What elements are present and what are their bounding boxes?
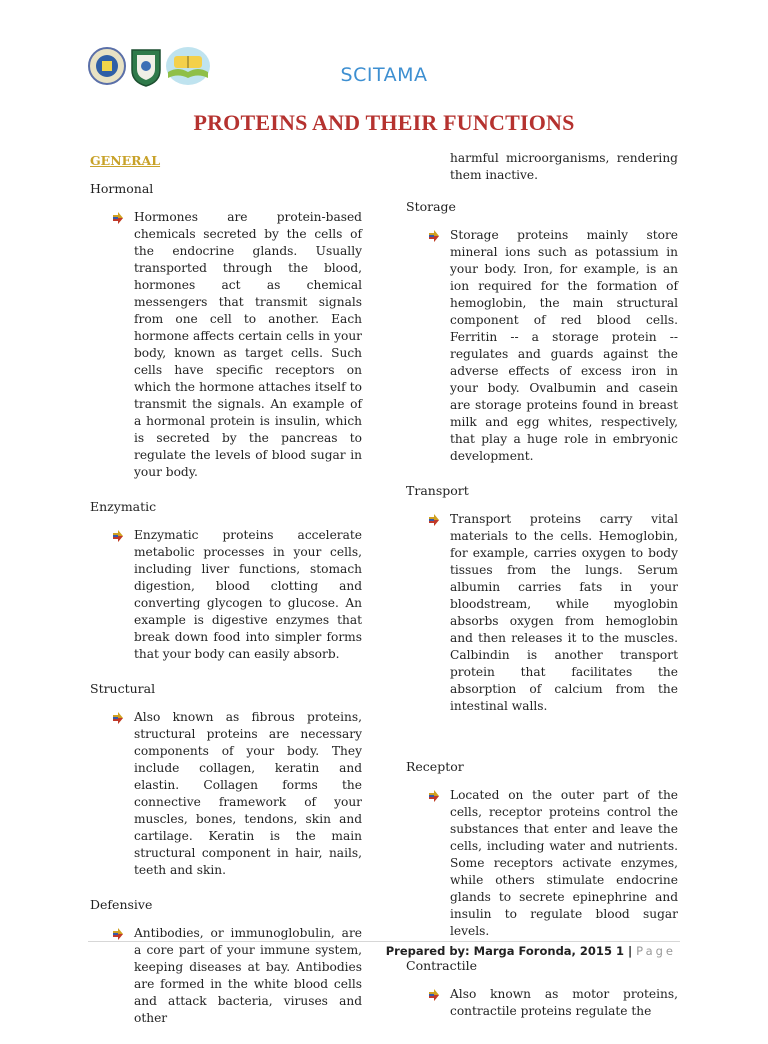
list-item: [90, 209, 362, 481]
item-text: Transport proteins carry vital materials to the cells. Hemoglobin, for example, carries oxygen to body tissues from the lungs. Serum albumin carries fats in your bloodstream, while myoglobin absorbs oxygen from hemoglobin and then releases it to the muscles. Calbindin is another transport protein that facilitates the absorption of calcium from the intestinal walls.: [450, 512, 678, 713]
heading-structural: Structural: [90, 681, 156, 696]
item-text: Antibodies, or immunoglobulin, are a core part of your immune system, keeping diseases at bay. Antibodies are formed in the white blood cells and attack bacteria, viruses and other: [134, 926, 362, 1025]
left-column: [90, 150, 362, 1044]
list-item: [406, 511, 678, 715]
bullet-icon: [112, 530, 124, 542]
footer-prepared-by: Prepared by: Marga Foronda, 2015 1: [385, 944, 624, 958]
heading-receptor: Receptor: [406, 759, 464, 774]
list-item: [406, 227, 678, 465]
footer-separator: |: [627, 944, 633, 958]
item-text: Located on the outer part of the cells, receptor proteins control the substances that enter and leave the cells, including water and nutrients. Some receptors activate enzymes, while others stimulate endocrine glands to secrete epinephrine and insulin to regulate blood sugar levels.: [450, 788, 678, 938]
heading-hormonal: Hormonal: [90, 181, 154, 196]
bullet-icon: [428, 790, 440, 802]
bullet-icon: [112, 212, 124, 224]
heading-defensive: Defensive: [90, 897, 153, 912]
heading-contractile: Contractile: [406, 958, 478, 973]
item-text: Storage proteins mainly store mineral ions such as potassium in your body. Iron, for example, is an ion required for the formation of hemoglobin, the main structural component of red blood cells. Ferritin -- a storage protein -- regulates and guards against the adverse effects of excess iron in your body. Ovalbumin and casein are storage proteins found in breast milk and egg whites, respectively, that play a huge role in embryonic development.: [450, 228, 678, 463]
bullet-icon: [112, 712, 124, 724]
bullet-icon: [112, 928, 124, 940]
spacer: [406, 732, 678, 758]
right-column: [406, 150, 678, 1037]
page-footer: [386, 944, 676, 958]
item-text: Enzymatic proteins accelerate metabolic processes in your cells, including liver functions, stomach digestion, blood clotting and converting glycogen to glucose. An example is digestive enzymes that break down food into simpler forms that your body can easily absorb.: [134, 528, 362, 661]
list-item: [90, 709, 362, 879]
section-general-link[interactable]: GENERAL: [90, 153, 161, 168]
list-item: [406, 986, 678, 1020]
document-title: PROTEINS AND THEIR FUNCTIONS: [193, 110, 575, 135]
organization-name: SCITAMA: [340, 64, 428, 86]
heading-storage: Storage: [406, 199, 456, 214]
heading-enzymatic: Enzymatic: [90, 499, 157, 514]
footer-page-label: Page: [636, 944, 676, 958]
list-item: [90, 527, 362, 663]
heading-transport: Transport: [406, 483, 469, 498]
bullet-icon: [428, 230, 440, 242]
bullet-icon: [428, 989, 440, 1001]
item-text: Also known as fibrous proteins, structural proteins are necessary components of your body. They include collagen, keratin and elastin. Collagen forms the connective framework of your muscles, bones, tendons, skin and cartilage. Keratin is the main structural component in hair, nails, teeth and skin.: [134, 710, 362, 877]
list-item: [406, 787, 678, 940]
bullet-icon: [428, 514, 440, 526]
item-text: Also known as motor proteins, contractile proteins regulate the: [450, 987, 678, 1018]
continued-text: harmful microorganisms, rendering them inactive.: [450, 151, 678, 182]
item-text: Hormones are protein-based chemicals secreted by the cells of the endocrine glands. Usually transported through the blood, hormones act as chemical messengers that transmit signals from one cell to another. Each hormone affects certain cells in your body, known as target cells. Such cells have specific receptors on which the hormone attaches itself to transmit the signals. An example of a hormonal protein is insulin, which is secreted by the pancreas to regulate the levels of blood sugar in your body.: [134, 210, 362, 479]
footer-divider: [88, 941, 680, 942]
